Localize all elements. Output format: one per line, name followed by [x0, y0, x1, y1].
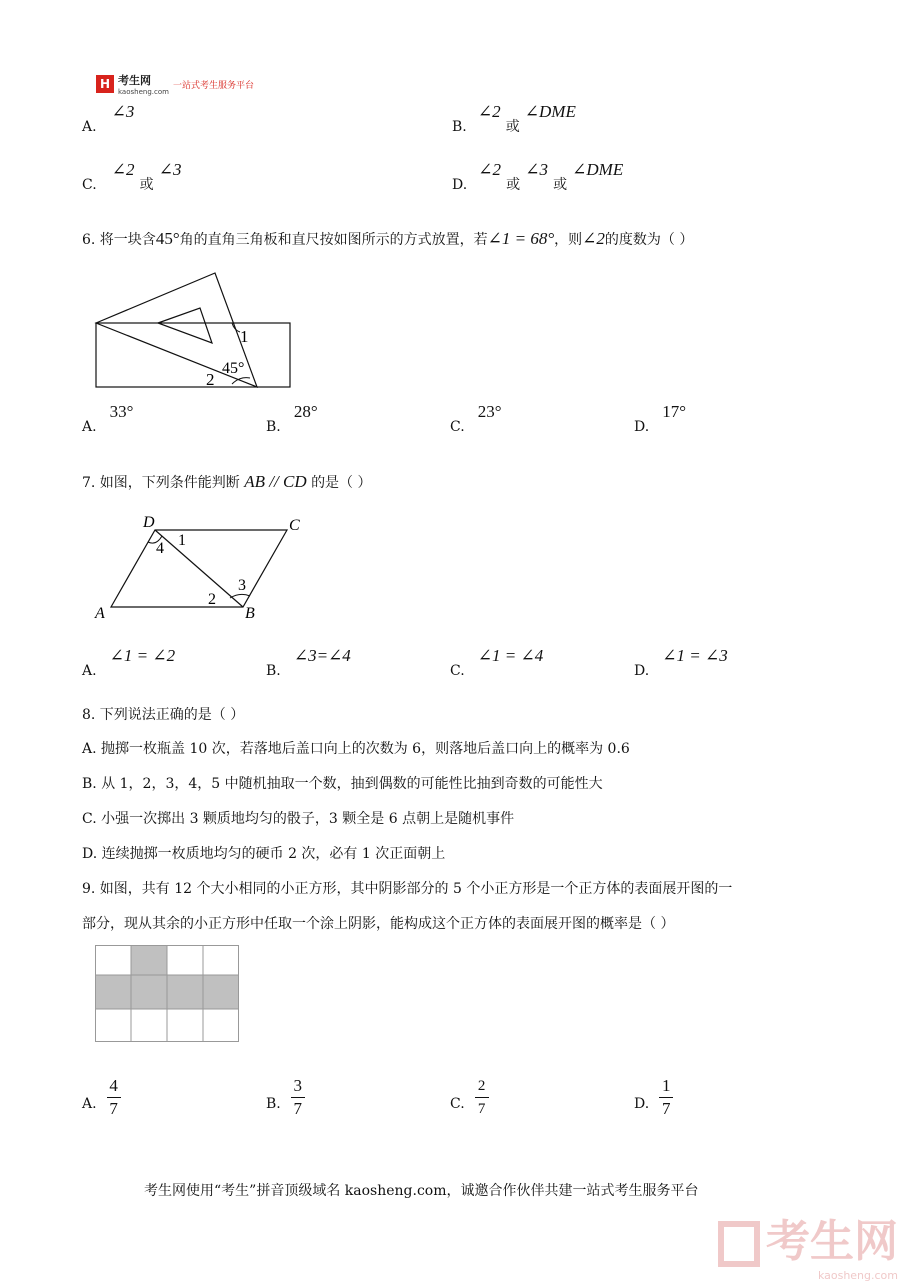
q9-grid-figure — [95, 945, 241, 1043]
q9-option-c: C. $\frac{2}{7}$ — [450, 1076, 489, 1119]
q7-option-b: B. ∠3=∠4 — [266, 646, 351, 679]
q7-option-d: D. ∠1 = ∠3 — [634, 646, 728, 679]
watermark-domain: kaosheng.com — [817, 1269, 898, 1282]
q8-option-c: C. 小强一次掷出 3 颗质地均匀的骰子，3 颗全是 6 点朝上是随机事件 — [82, 811, 515, 827]
q5-option-c: C. ∠2 或 ∠3 — [82, 160, 182, 193]
label-2: 2 — [206, 370, 215, 389]
q8-option-a: A. 抛掷一枚瓶盖 10 次，若落地后盖口向上的次数为 6，则落地后盖口向上的概率为 0.6 — [82, 741, 630, 757]
q9-stem-line2: 部分，现从其余的小正方形中任取一个涂上阴影，能构成这个正方体的表面展开图的概率是（ ） — [82, 916, 675, 932]
shaded-cell — [167, 975, 203, 1009]
q9-stem-line1: 9. 如图，共有 12 个大小相同的小正方形，其中阴影部分的 5 个小正方形是一个正方体的表面展开图的一 — [82, 881, 733, 897]
shaded-cell — [131, 975, 167, 1009]
q7-option-c: C. ∠1 = ∠4 — [450, 646, 544, 679]
q7-option-a: A. ∠1 = ∠2 — [82, 646, 176, 679]
fraction: $\frac{1}{7}$ — [659, 1076, 673, 1119]
label-45: 45° — [222, 360, 245, 377]
q6-figure — [90, 268, 300, 393]
fraction: $\frac{4}{7}$ — [107, 1076, 121, 1119]
q5-option-b: B. ∠2 或 ∠DME — [452, 102, 576, 135]
q9-option-b: B. $\frac{3}{7}$ — [266, 1076, 305, 1119]
q5-option-a: A. ∠3 — [82, 102, 135, 135]
q6-option-d: D. 17° — [634, 402, 687, 435]
q6-stem: 6. 将一块含45°角的直角三角板和直尺按如图所示的方式放置，若∠1 = 68°，则∠2的度数为（ ） — [82, 229, 694, 248]
fraction: $\frac{3}{7}$ — [291, 1076, 305, 1119]
q6-option-c: C. 23° — [450, 402, 502, 435]
angle-label-1: 1 — [178, 532, 186, 549]
q8-option-b: B. 从 1，2，3，4，5 中随机抽取一个数，抽到偶数的可能性比抽到奇数的可能性大 — [82, 776, 603, 792]
shaded-cell — [203, 975, 239, 1009]
fraction: $\frac{2}{7}$ — [475, 1076, 489, 1119]
angle-label-3: 3 — [238, 577, 246, 594]
watermark-icon — [718, 1221, 760, 1267]
logo-tagline: 一站式考生服务平台 — [172, 80, 254, 91]
watermark-name: 考生网 — [766, 1216, 898, 1267]
angle-label-4: 4 — [156, 540, 164, 557]
shaded-cell — [131, 945, 167, 975]
header-logo — [96, 72, 254, 96]
q8-option-d: D. 连续抛掷一枚质地均匀的硬币 2 次，必有 1 次正面朝上 — [82, 846, 446, 862]
vertex-d: D — [143, 514, 155, 531]
ruler — [96, 323, 290, 387]
shaded-cell — [95, 975, 131, 1009]
logo-domain: kaosheng.com — [118, 88, 169, 96]
vertex-a: A — [95, 605, 105, 622]
diagonal-db — [155, 530, 243, 607]
watermark — [718, 1205, 898, 1282]
logo-name: 考生网 — [118, 74, 151, 87]
vertex-c: C — [289, 517, 300, 534]
vertex-b: B — [245, 605, 255, 622]
q8-stem: 8. 下列说法正确的是（ ） — [82, 707, 245, 723]
q5-option-d: D. ∠2 或 ∠3 或 ∠DME — [452, 160, 624, 193]
q6-option-b: B. 28° — [266, 402, 318, 435]
q9-option-d: D. $\frac{1}{7}$ — [634, 1076, 673, 1119]
q9-option-a: A. $\frac{4}{7}$ — [82, 1076, 121, 1119]
q7-figure — [90, 510, 310, 625]
angle-label-2: 2 — [208, 591, 216, 608]
footer-text: 考生网使用“考生”拼音顶级域名 kaosheng.com，诚邀合作伙伴共建一站式考生服务平台 — [144, 1183, 699, 1199]
q6-option-a: A. 33° — [82, 402, 134, 435]
set-square-inner — [158, 308, 212, 343]
logo-icon: H — [96, 75, 114, 93]
q7-stem: 7. 如图，下列条件能判断 AB // CD 的是（ ） — [82, 472, 372, 491]
label-1: 1 — [240, 327, 249, 346]
